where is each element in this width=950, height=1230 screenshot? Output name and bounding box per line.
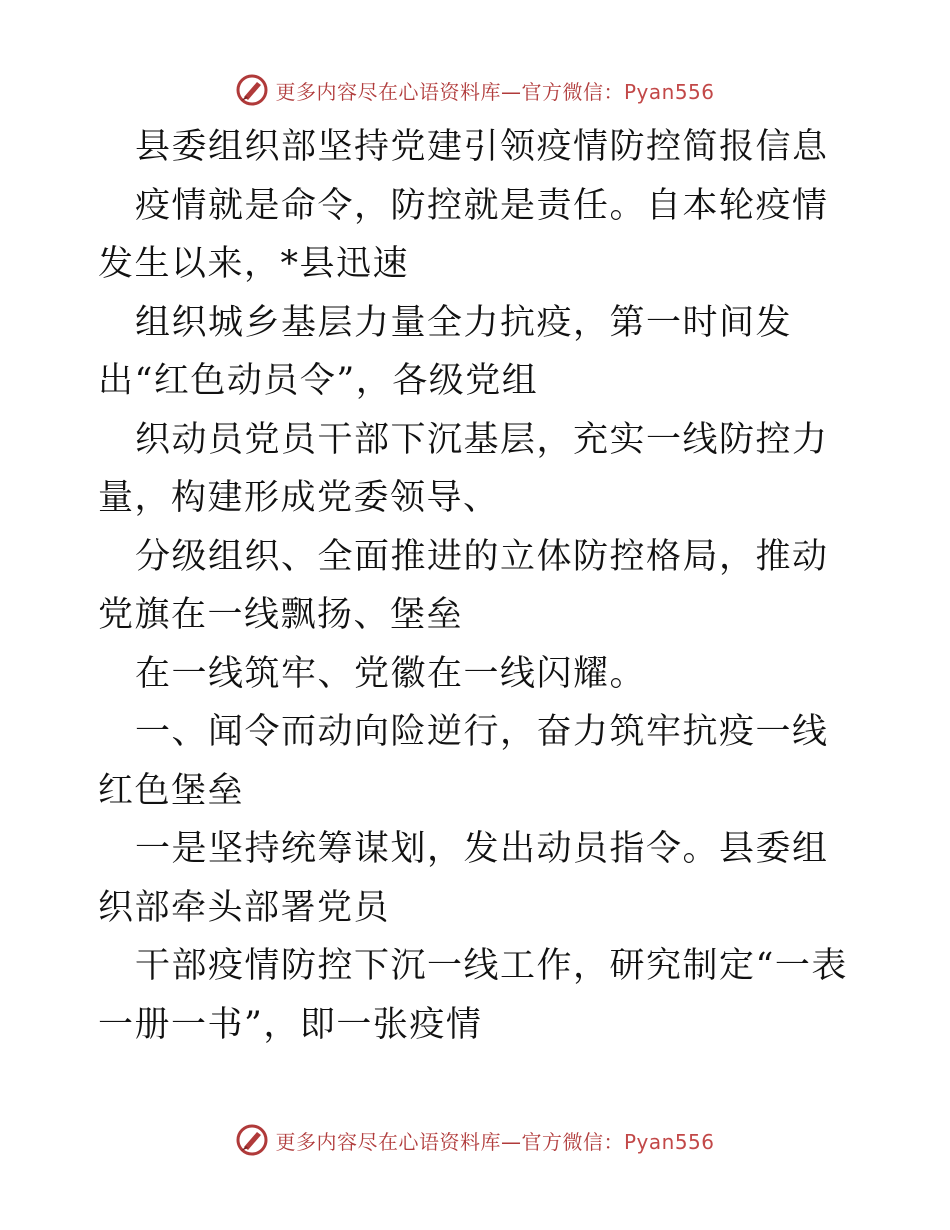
section-heading: 一、闻令而动向险逆行，奋力筑牢抗疫一线红色堡垒 (98, 712, 829, 811)
banner-text (275, 1126, 714, 1155)
banner-wechat-id: Pyan556 (623, 79, 715, 104)
header-watermark-banner (0, 70, 950, 110)
banner-site-text: 更多内容尽在心语资料库—官方微信： (275, 1129, 624, 1154)
paragraph: 疫情就是命令，防控就是责任。自本轮疫情发生以来，*县迅速 (98, 185, 829, 284)
paragraph: 干部疫情防控下沉一线工作，研究制定“一表一册一书”，即一张疫情 (98, 946, 848, 1045)
paragraph: 一是坚持统筹谋划，发出动员指令。县委组织部牵头部署党员 (98, 829, 829, 928)
paragraph: 在一线筑牢、党徽在一线闪耀。 (135, 653, 647, 694)
banner-site-text: 更多内容尽在心语资料库—官方微信： (275, 79, 624, 104)
footer-watermark-banner (0, 1120, 950, 1160)
paragraph: 组织城乡基层力量全力抗疫，第一时间发出“红色动员令”，各级党组 (98, 302, 793, 401)
paragraph: 织动员党员干部下沉基层，充实一线防控力量，构建形成党委领导、 (98, 419, 829, 518)
brush-pen-logo-icon (235, 1123, 269, 1157)
banner-text (275, 76, 714, 105)
brush-pen-logo-icon (235, 73, 269, 107)
document-body (98, 118, 850, 1054)
document-title: 县委组织部坚持党建引领疫情防控简报信息 (135, 127, 829, 167)
paragraph: 分级组织、全面推进的立体防控格局，推动党旗在一线飘扬、堡垒 (98, 536, 829, 635)
banner-wechat-id: Pyan556 (623, 1129, 715, 1154)
